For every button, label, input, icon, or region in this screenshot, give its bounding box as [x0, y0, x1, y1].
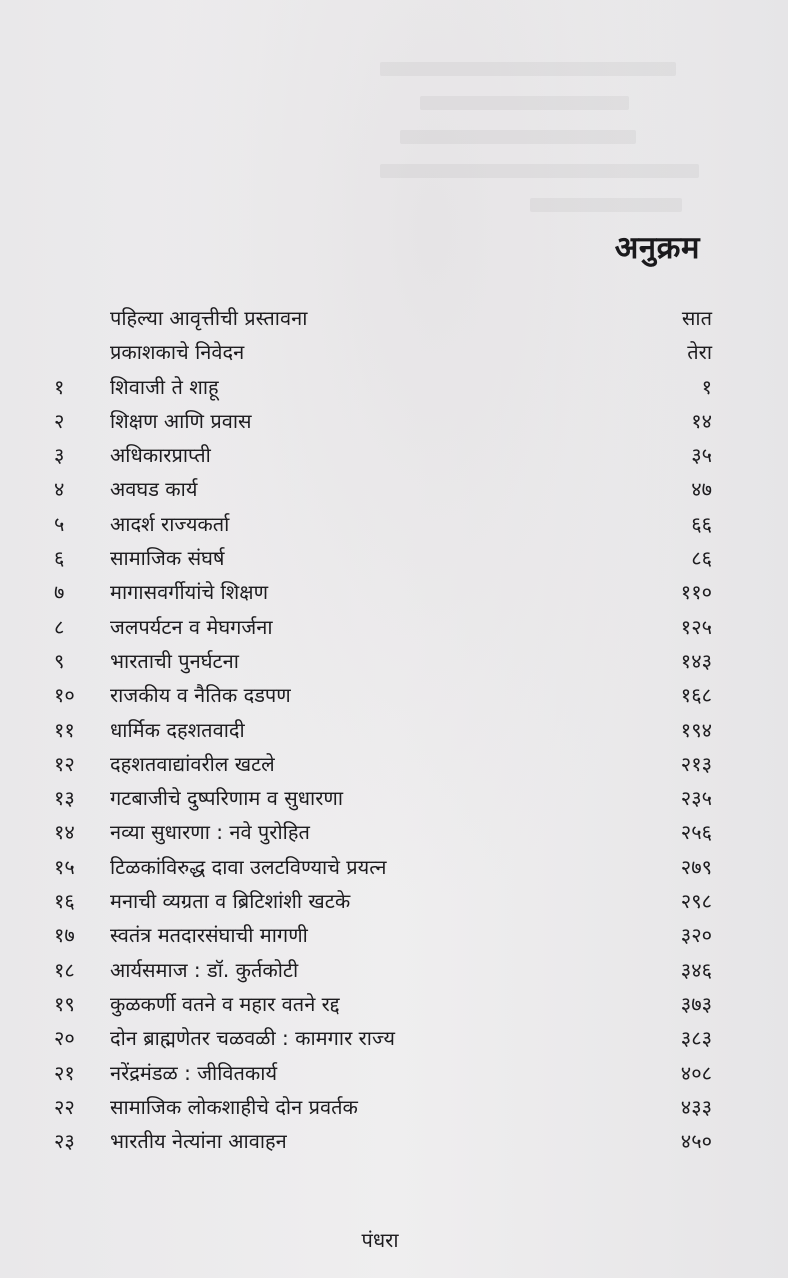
page-number: ४७ — [691, 477, 712, 502]
page-number: १ — [701, 374, 712, 399]
contents-heading: अनुक्रम — [614, 230, 700, 266]
toc-entry — [52, 647, 712, 681]
toc-entry — [52, 818, 712, 852]
chapter-title: भारताची पुनर्घटना — [110, 648, 239, 673]
toc-entry — [52, 681, 712, 715]
chapter-title: गटबाजीचे दुष्परिणाम व सुधारणा — [110, 786, 344, 811]
toc-entry — [52, 887, 712, 921]
page-number: १४३ — [680, 648, 712, 673]
chapter-title: नव्या सुधारणा : नवे पुरोहित — [110, 820, 310, 845]
chapter-number: १६ — [54, 889, 75, 914]
toc-entry — [52, 510, 712, 544]
chapter-number: २३ — [54, 1129, 75, 1154]
bleed-through-text — [380, 62, 760, 232]
toc-entry — [52, 407, 712, 441]
chapter-number: ७ — [54, 580, 65, 605]
toc-entry — [52, 544, 712, 578]
chapter-number: ११ — [54, 717, 75, 742]
chapter-title: नरेंद्रमंडळ : जीवितकार्य — [110, 1060, 278, 1085]
chapter-title: कुळकर्णी वतने व महार वतने रद्द — [110, 991, 340, 1016]
page-number: २३५ — [680, 786, 712, 811]
page-number: २५६ — [680, 820, 712, 845]
chapter-number: १८ — [54, 957, 75, 982]
table-of-contents — [52, 304, 712, 1161]
chapter-number: २ — [54, 408, 65, 433]
page-number: सात — [681, 306, 712, 330]
chapter-number: १४ — [54, 820, 75, 845]
page-number: २९८ — [680, 889, 712, 914]
toc-entry — [52, 716, 712, 750]
page-number: ४०८ — [680, 1060, 712, 1085]
chapter-number: १० — [54, 683, 75, 708]
chapter-number: १ — [54, 374, 65, 399]
toc-entry — [52, 990, 712, 1024]
chapter-title: स्वतंत्र मतदारसंघाची मागणी — [110, 923, 308, 948]
chapter-title: पहिल्या आवृत्तीची प्रस्तावना — [110, 306, 308, 330]
toc-entry — [52, 853, 712, 887]
chapter-title: दोन ब्राह्मणेतर चळवळी : कामगार राज्य — [110, 1026, 396, 1051]
chapter-number: २२ — [54, 1094, 75, 1119]
toc-entry — [52, 578, 712, 612]
chapter-number: ४ — [54, 477, 65, 502]
chapter-number: ३ — [54, 443, 65, 468]
page-number: १६८ — [680, 683, 712, 708]
chapter-title: प्रकाशकाचे निवेदन — [110, 340, 245, 365]
folio-page-number: पंधरा — [361, 1228, 399, 1252]
chapter-title: मनाची व्यग्रता व ब्रिटिशांशी खटके — [110, 889, 351, 914]
page-number: तेरा — [687, 340, 712, 365]
toc-entry — [52, 304, 712, 338]
page-number: ३७३ — [680, 991, 712, 1016]
toc-entry — [52, 1059, 712, 1093]
toc-entry — [52, 441, 712, 475]
chapter-number: ९ — [54, 648, 65, 673]
chapter-number: १२ — [54, 751, 75, 776]
page-number: ३४६ — [680, 957, 712, 982]
chapter-title: आदर्श राज्यकर्ता — [110, 511, 230, 536]
chapter-title: राजकीय व नैतिक दडपण — [110, 683, 291, 708]
chapter-number: ५ — [54, 511, 65, 536]
chapter-title: शिवाजी ते शाहू — [110, 374, 219, 399]
chapter-title: अवघड कार्य — [110, 477, 198, 502]
chapter-title: धार्मिक दहशतवादी — [110, 717, 245, 742]
toc-entry — [52, 338, 712, 372]
page-number: ६६ — [691, 511, 712, 536]
toc-entry — [52, 373, 712, 407]
page-number: ३२० — [680, 923, 712, 948]
toc-entry — [52, 1024, 712, 1058]
toc-entry — [52, 1093, 712, 1127]
chapter-title: आर्यसमाज : डॉ. कुर्तकोटी — [110, 957, 299, 982]
page-number: ८६ — [691, 546, 712, 571]
page-number: २७९ — [680, 854, 712, 879]
toc-entry — [52, 956, 712, 990]
page-number: ४३३ — [680, 1094, 712, 1119]
toc-entry — [52, 784, 712, 818]
toc-entry — [52, 750, 712, 784]
page-number: १२५ — [680, 614, 712, 639]
toc-entry — [52, 475, 712, 509]
chapter-title: शिक्षण आणि प्रवास — [110, 408, 252, 433]
page-number: ३५ — [691, 443, 712, 468]
page-number: १९४ — [680, 717, 712, 742]
chapter-title: सामाजिक संघर्ष — [110, 546, 225, 571]
toc-entry — [52, 613, 712, 647]
page-number: १४ — [691, 408, 712, 433]
chapter-number: १७ — [54, 923, 75, 948]
chapter-number: १३ — [54, 786, 75, 811]
chapter-number: २० — [54, 1026, 75, 1051]
chapter-title: सामाजिक लोकशाहीचे दोन प्रवर्तक — [110, 1094, 358, 1119]
chapter-title: जलपर्यटन व मेघगर्जना — [110, 614, 273, 639]
chapter-title: दहशतवाद्यांवरील खटले — [110, 751, 275, 776]
page-number: ११० — [680, 580, 712, 605]
chapter-title: भारतीय नेत्यांना आवाहन — [110, 1129, 287, 1154]
chapter-number: ८ — [54, 614, 65, 639]
toc-entry — [52, 921, 712, 955]
chapter-number: ६ — [54, 546, 65, 571]
toc-entry — [52, 1127, 712, 1161]
chapter-title: मागासवर्गीयांचे शिक्षण — [110, 580, 269, 605]
chapter-number: १५ — [54, 854, 75, 879]
chapter-number: २१ — [54, 1060, 75, 1085]
chapter-title: अधिकारप्राप्ती — [110, 443, 211, 468]
page-number: ३८३ — [680, 1026, 712, 1051]
page-number: ४५० — [680, 1129, 712, 1154]
chapter-number: १९ — [54, 991, 75, 1016]
page-number: २१३ — [680, 751, 712, 776]
chapter-title: टिळकांविरुद्ध दावा उलटविण्याचे प्रयत्न — [110, 854, 387, 879]
